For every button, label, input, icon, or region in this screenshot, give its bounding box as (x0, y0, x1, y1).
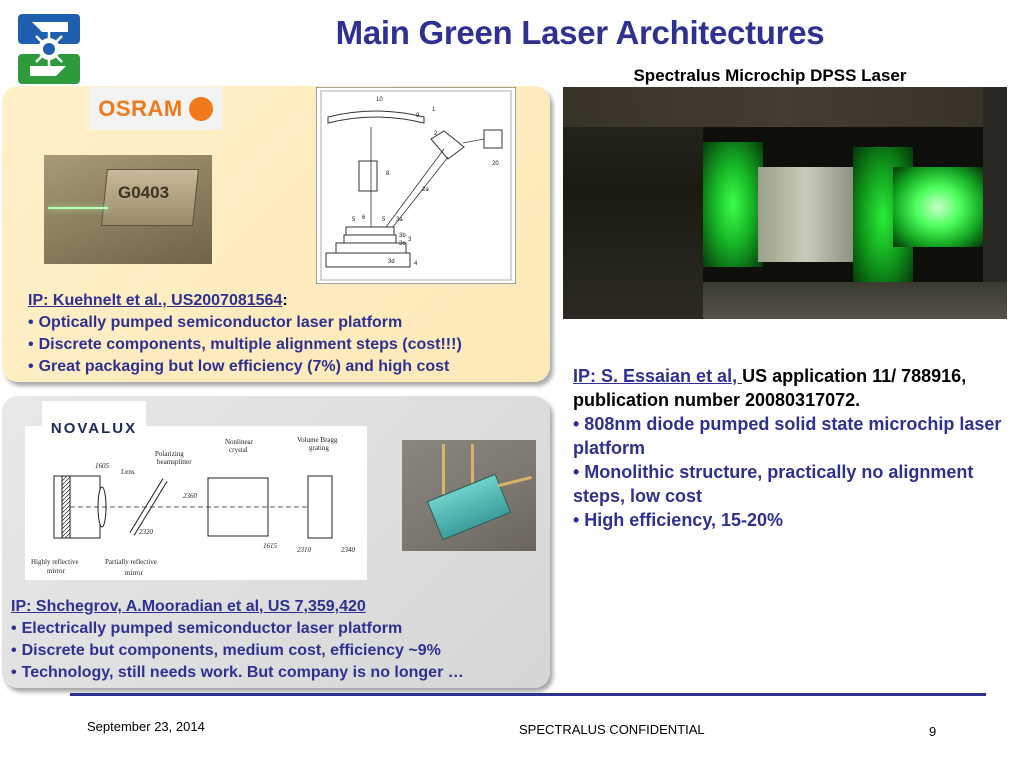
osram-ip-link[interactable]: IP: Kuehnelt et al., US2007081564 (28, 292, 283, 309)
label-hr: Highly reflective (31, 558, 79, 566)
bullet-dot-icon: • (28, 336, 34, 353)
bullet-dot-icon: • (11, 642, 17, 659)
bullet-dot-icon: • (11, 664, 17, 681)
novalux-bullet-text: Discrete but components, medium cost, efficiency ~9% (21, 642, 441, 659)
novalux-bullet (11, 662, 547, 684)
osram-bullet (28, 356, 548, 378)
spectralus-ip-link[interactable]: IP: S. Essaian et al, (573, 366, 743, 386)
label-pbs: Polarizing (155, 450, 184, 458)
label-hr2: mirror (47, 567, 65, 575)
novalux-device-photo (402, 440, 536, 551)
osram-bullet (28, 334, 548, 356)
osram-chip-photo (44, 155, 212, 264)
spectralus-laser-photo (563, 87, 1007, 319)
footer-date: September 23, 2014 (87, 719, 205, 734)
slide-title: Main Green Laser Architectures (335, 14, 825, 51)
osram-logo-text: OSRAM (98, 95, 183, 121)
diagram-label-9: 9 (416, 113, 420, 119)
osram-ip-text (28, 290, 548, 378)
novalux-ip-link[interactable]: IP: Shchegrov, A.Mooradian et al, US 7,359,420 (11, 598, 366, 615)
footer-divider (70, 693, 986, 696)
spectralus-logo-icon (18, 14, 80, 84)
crystal-center (758, 167, 853, 262)
bullet-dot-icon: • (11, 620, 17, 637)
diagram-label-10: 10 (376, 97, 383, 103)
diagram-label-6: 6 (362, 215, 366, 221)
osram-bullet (28, 312, 548, 334)
footer-confidential: SPECTRALUS CONFIDENTIAL (519, 722, 705, 737)
osram-bullet-text: Optically pumped semiconductor laser platform (38, 314, 403, 331)
diagram-label-5a: 5 (352, 217, 356, 223)
spectralus-bullet: • 808nm diode pumped solid state microchip laser platform (573, 414, 1002, 458)
diagram-label-2a: 2a (422, 187, 429, 193)
diagram-label-1: 1 (432, 107, 436, 113)
laser-beam (48, 207, 108, 209)
osram-logo (89, 87, 222, 130)
label-lens: Lens (121, 468, 135, 476)
label-vbg2: grating (309, 444, 329, 452)
novalux-bullet-text: Electrically pumped semiconductor laser platform (21, 620, 403, 637)
chip-label: G0403 (118, 183, 170, 202)
photo-bottom-band (703, 282, 1007, 319)
novalux-logo (42, 401, 146, 455)
spectralus-ip-text (573, 364, 1003, 532)
diagram-label-4: 4 (414, 261, 418, 267)
spectralus-bullet: • Monolithic structure, practically no alignment steps, low cost (573, 462, 974, 506)
novalux-bullet (11, 640, 547, 662)
spectralus-ip-number: US application 11/ 788916, publication number 20080317072. (573, 366, 967, 410)
diagram-label-2: 2 (434, 131, 438, 137)
novalux-logo-text: NOVALUX (50, 419, 138, 437)
label-1615: 1615 (263, 542, 277, 550)
osram-patent-diagram (316, 87, 516, 284)
osram-bullet-text: Discrete components, multiple alignment steps (cost!!!) (38, 336, 462, 353)
green-glow-right (893, 167, 983, 247)
diagram-label-3d: 3d (388, 259, 395, 265)
label-2310: 2310 (297, 546, 311, 554)
novalux-bullet-text: Technology, still needs work. But company is no longer … (21, 664, 464, 681)
label-vbg: Volume Bragg (297, 436, 338, 444)
osram-bullet-text: Great packaging but low efficiency (7%) and high cost (38, 358, 450, 375)
diagram-label-5b: 5 (382, 217, 386, 223)
label-crystal2: crystal (229, 446, 248, 454)
photo-top-band (563, 87, 1007, 127)
diagram-label-3: 3 (408, 237, 412, 243)
footer-page-number: 9 (929, 724, 937, 739)
diagram-label-3c: 3c (399, 241, 406, 247)
label-pr: Partially reflective (105, 558, 157, 566)
diagram-label-8: 8 (386, 171, 390, 177)
diagram-label-3a: 3a (396, 217, 403, 223)
spectralus-bullet: • High efficiency, 15-20% (573, 510, 784, 530)
label-1605: 1605 (95, 462, 109, 470)
bullet-dot-icon: • (28, 314, 34, 331)
spectralus-ip-line (573, 364, 1003, 412)
bullet-dot-icon: • (28, 358, 34, 375)
novalux-ip-line (11, 596, 547, 618)
label-pbs2: beamsplitter (157, 458, 192, 466)
label-crystal: Nonlinear (225, 438, 253, 446)
label-2320: 2320 (139, 528, 153, 536)
green-glow-left (703, 142, 763, 267)
device-lead-right (498, 476, 532, 487)
diagram-label-3b: 3b (399, 233, 406, 239)
novalux-ip-text (11, 596, 547, 684)
osram-ip-colon: : (282, 292, 288, 309)
label-pr2: mirror (125, 569, 143, 577)
label-2340: 2340 (341, 546, 355, 554)
photo-caption: Spectralus Microchip DPSS Laser (633, 66, 907, 85)
diagram-label-20: 20 (492, 161, 499, 167)
osram-ip-line (28, 290, 548, 312)
label-2360: 2360 (183, 492, 197, 500)
novalux-bullet (11, 618, 547, 640)
bulb-icon (189, 97, 213, 121)
